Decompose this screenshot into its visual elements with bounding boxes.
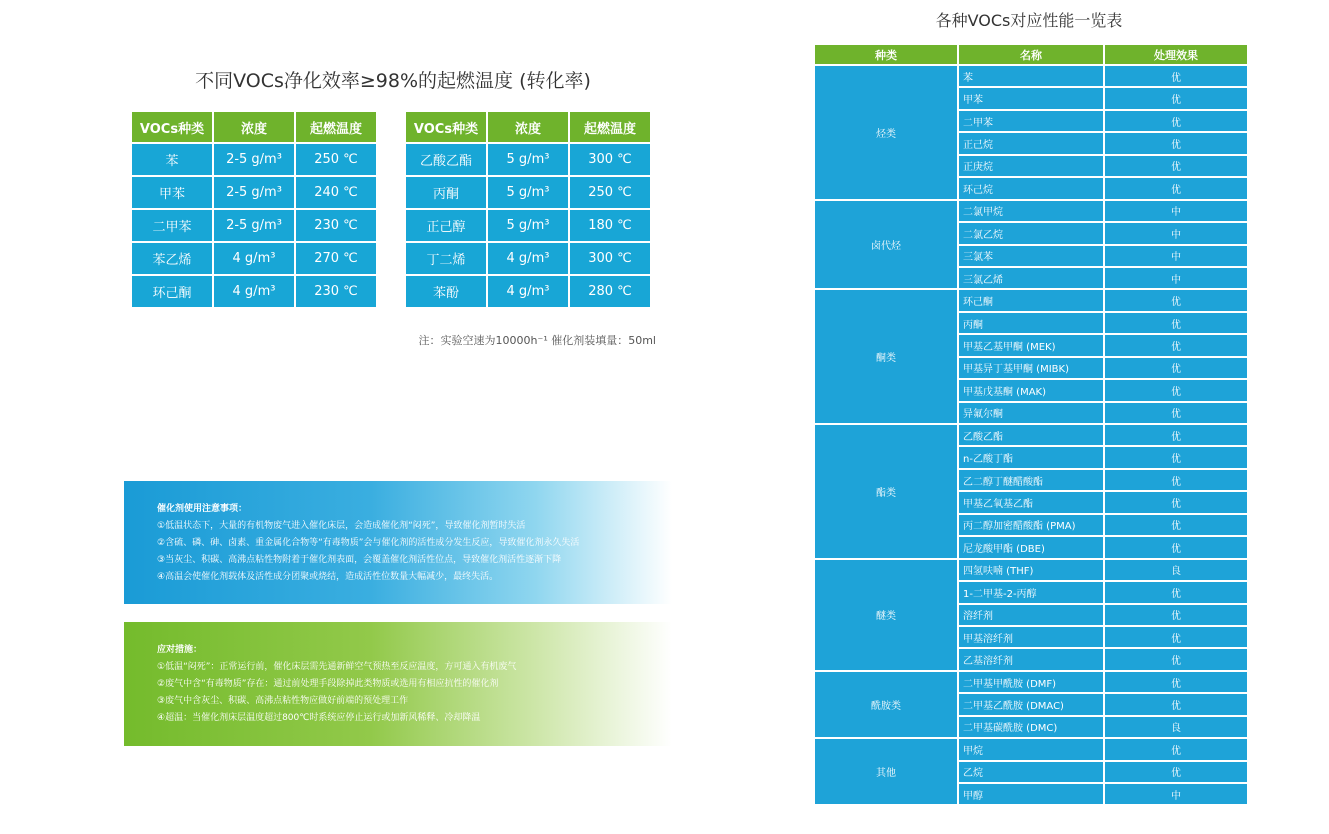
voc-type-cell: 苯乙烯 (132, 243, 212, 274)
concentration-cell: 4 g/m³ (488, 243, 568, 274)
voc-type-cell: 正己醇 (406, 210, 486, 241)
table-row (815, 290, 1247, 310)
compound-name-cell: 丙酮 (959, 313, 1103, 333)
table-row (406, 210, 650, 241)
header-concentration: 浓度 (214, 112, 294, 142)
effect-cell: 优 (1105, 380, 1247, 400)
header-effect: 处理效果 (1105, 45, 1247, 64)
concentration-cell: 5 g/m³ (488, 210, 568, 241)
effect-cell: 优 (1105, 133, 1247, 153)
effect-cell: 优 (1105, 739, 1247, 759)
compound-name-cell: 异氟尔酮 (959, 403, 1103, 423)
effect-cell: 优 (1105, 672, 1247, 692)
effect-cell: 优 (1105, 66, 1247, 86)
effect-cell: 良 (1105, 560, 1247, 580)
ignition-temp-cell: 280 ℃ (570, 276, 650, 307)
measures-line: ①低温“闷死”：正常运行前，催化床层需先通新鲜空气预热至反应温度，方可通入有机废气 (157, 662, 517, 672)
concentration-cell: 2-5 g/m³ (214, 210, 294, 241)
ignition-temp-cell: 230 ℃ (296, 276, 376, 307)
compound-name-cell: 甲醇 (959, 784, 1103, 804)
countermeasures-panel (124, 622, 672, 746)
voc-type-cell: 苯 (132, 144, 212, 175)
effect-cell: 优 (1105, 470, 1247, 490)
compound-name-cell: 甲基溶纤剂 (959, 627, 1103, 647)
voc-performance-title: 各种VOCs对应性能一览表 (935, 11, 1123, 30)
effect-cell: 优 (1105, 290, 1247, 310)
effect-cell: 优 (1105, 492, 1247, 512)
header-voc-type: VOCs种类 (132, 112, 212, 142)
effect-cell: 优 (1105, 627, 1247, 647)
concentration-cell: 2-5 g/m³ (214, 177, 294, 208)
category-cell: 酮类 (815, 290, 957, 423)
ignition-temp-cell: 270 ℃ (296, 243, 376, 274)
compound-name-cell: 甲基戊基酮 (MAK) (959, 380, 1103, 400)
compound-name-cell: 甲苯 (959, 88, 1103, 108)
table-row (132, 210, 376, 241)
effect-cell: 良 (1105, 717, 1247, 737)
concentration-cell: 5 g/m³ (488, 177, 568, 208)
effect-cell: 优 (1105, 403, 1247, 423)
effect-cell: 中 (1105, 784, 1247, 804)
table-row (132, 243, 376, 274)
ignition-temp-cell: 230 ℃ (296, 210, 376, 241)
table-row (406, 276, 650, 307)
effect-cell: 中 (1105, 201, 1247, 221)
ignition-temp-cell: 300 ℃ (570, 144, 650, 175)
category-cell: 醚类 (815, 560, 957, 670)
voc-type-cell: 甲苯 (132, 177, 212, 208)
measures-title: 应对措施： (157, 645, 203, 655)
measures-line: ④超温：当催化剂床层温度超过800℃时系统应停止运行或加新风稀释、冷却降温 (157, 713, 481, 723)
voc-type-cell: 丙酮 (406, 177, 486, 208)
effect-cell: 中 (1105, 246, 1247, 266)
effect-cell: 优 (1105, 447, 1247, 467)
compound-name-cell: 二氯甲烷 (959, 201, 1103, 221)
compound-name-cell: 正庚烷 (959, 156, 1103, 176)
compound-name-cell: 二甲基碳酰胺 (DMC) (959, 717, 1103, 737)
table-row (815, 672, 1247, 692)
voc-table-body (815, 66, 1247, 804)
voc-performance-table (813, 43, 1249, 806)
voc-type-cell: 丁二烯 (406, 243, 486, 274)
notice-line: ④高温会使催化剂载体及活性成分团聚或烧结，造成活性位数量大幅减少，最终失活。 (157, 572, 499, 582)
experiment-note: 注：实验空速为10000h⁻¹ 催化剂装填量：50ml (418, 334, 656, 347)
effect-cell: 优 (1105, 88, 1247, 108)
header-voc-type: VOCs种类 (406, 112, 486, 142)
table-row (815, 66, 1247, 86)
effect-cell: 优 (1105, 762, 1247, 782)
measures-line: ③废气中含灰尘、积碳、高沸点粘性物应做好前端的预处理工作 (157, 696, 409, 706)
compound-name-cell: 溶纤剂 (959, 605, 1103, 625)
compound-name-cell: 尼龙酸甲酯 (DBE) (959, 537, 1103, 557)
compound-name-cell: 甲烷 (959, 739, 1103, 759)
compound-name-cell: 1-二甲基-2-丙醇 (959, 582, 1103, 602)
table-row (132, 177, 376, 208)
compound-name-cell: 四氢呋喃 (THF) (959, 560, 1103, 580)
category-cell: 烃类 (815, 66, 957, 199)
header-concentration: 浓度 (488, 112, 568, 142)
concentration-cell: 2-5 g/m³ (214, 144, 294, 175)
ignition-temperature-table-a (130, 110, 378, 309)
header-ignition-temp: 起燃温度 (570, 112, 650, 142)
table-row (815, 560, 1247, 580)
effect-cell: 优 (1105, 111, 1247, 131)
voc-type-cell: 乙酸乙酯 (406, 144, 486, 175)
effect-cell: 优 (1105, 537, 1247, 557)
ignition-temp-cell: 240 ℃ (296, 177, 376, 208)
voc-type-cell: 苯酚 (406, 276, 486, 307)
ignition-temperature-table-b (404, 110, 652, 309)
ignition-temp-cell: 250 ℃ (570, 177, 650, 208)
concentration-cell: 4 g/m³ (214, 276, 294, 307)
compound-name-cell: 二氯乙烷 (959, 223, 1103, 243)
compound-name-cell: 二甲基乙酰胺 (DMAC) (959, 694, 1103, 714)
compound-name-cell: 苯 (959, 66, 1103, 86)
effect-cell: 优 (1105, 335, 1247, 355)
compound-name-cell: 乙烷 (959, 762, 1103, 782)
ignition-temp-cell: 180 ℃ (570, 210, 650, 241)
compound-name-cell: 乙基溶纤剂 (959, 649, 1103, 669)
category-cell: 卤代烃 (815, 201, 957, 289)
compound-name-cell: 甲基异丁基甲酮 (MIBK) (959, 358, 1103, 378)
table-a-body (132, 144, 376, 307)
temperature-table-title: 不同VOCs净化效率≥98%的起燃温度 (转化率) (195, 70, 591, 92)
catalyst-notice-panel (124, 481, 672, 604)
compound-name-cell: 乙二醇丁醚醋酸酯 (959, 470, 1103, 490)
effect-cell: 优 (1105, 425, 1247, 445)
table-row (815, 739, 1247, 759)
header-name: 名称 (959, 45, 1103, 64)
table-row (132, 144, 376, 175)
notice-line: ②含硫、磷、砷、卤素、重金属化合物等“有毒物质”会与催化剂的活性成分发生反应，导致催化剂永久失活 (157, 538, 580, 548)
voc-type-cell: 环己酮 (132, 276, 212, 307)
effect-cell: 优 (1105, 313, 1247, 333)
compound-name-cell: 环己烷 (959, 178, 1103, 198)
concentration-cell: 4 g/m³ (488, 276, 568, 307)
notice-line: ③当灰尘、积碳、高沸点粘性物附着于催化剂表面，会覆盖催化剂活性位点，导致催化剂活性逐渐下降 (157, 555, 562, 565)
concentration-cell: 5 g/m³ (488, 144, 568, 175)
compound-name-cell: 乙酸乙酯 (959, 425, 1103, 445)
header-ignition-temp: 起燃温度 (296, 112, 376, 142)
effect-cell: 优 (1105, 694, 1247, 714)
table-row (815, 425, 1247, 445)
ignition-temp-cell: 300 ℃ (570, 243, 650, 274)
effect-cell: 优 (1105, 515, 1247, 535)
compound-name-cell: 三氯乙烯 (959, 268, 1103, 288)
compound-name-cell: 环己酮 (959, 290, 1103, 310)
header-category: 种类 (815, 45, 957, 64)
effect-cell: 中 (1105, 223, 1247, 243)
compound-name-cell: 丙二醇加密醋酸酯 (PMA) (959, 515, 1103, 535)
compound-name-cell: 二甲苯 (959, 111, 1103, 131)
table-row (815, 201, 1247, 221)
compound-name-cell: 甲基乙氧基乙酯 (959, 492, 1103, 512)
notice-title: 催化剂使用注意事项： (157, 504, 248, 514)
effect-cell: 优 (1105, 358, 1247, 378)
category-cell: 其他 (815, 739, 957, 804)
effect-cell: 优 (1105, 178, 1247, 198)
concentration-cell: 4 g/m³ (214, 243, 294, 274)
compound-name-cell: 甲基乙基甲酮 (MEK) (959, 335, 1103, 355)
compound-name-cell: 二甲基甲酰胺 (DMF) (959, 672, 1103, 692)
category-cell: 酰胺类 (815, 672, 957, 737)
compound-name-cell: 三氯苯 (959, 246, 1103, 266)
effect-cell: 优 (1105, 582, 1247, 602)
notice-line: ①低温状态下，大量的有机物废气进入催化床层，会造成催化剂“闷死”，导致催化剂暂时失活 (157, 521, 526, 531)
effect-cell: 中 (1105, 268, 1247, 288)
voc-type-cell: 二甲苯 (132, 210, 212, 241)
compound-name-cell: 正己烷 (959, 133, 1103, 153)
table-row (132, 276, 376, 307)
effect-cell: 优 (1105, 156, 1247, 176)
ignition-temp-cell: 250 ℃ (296, 144, 376, 175)
category-cell: 酯类 (815, 425, 957, 558)
effect-cell: 优 (1105, 605, 1247, 625)
effect-cell: 优 (1105, 649, 1247, 669)
table-row (406, 177, 650, 208)
table-row (406, 243, 650, 274)
measures-line: ②废气中含“有毒物质”存在：通过前处理手段除掉此类物质或选用有相应抗性的催化剂 (157, 679, 499, 689)
compound-name-cell: n-乙酸丁酯 (959, 447, 1103, 467)
table-row (406, 144, 650, 175)
table-b-body (406, 144, 650, 307)
